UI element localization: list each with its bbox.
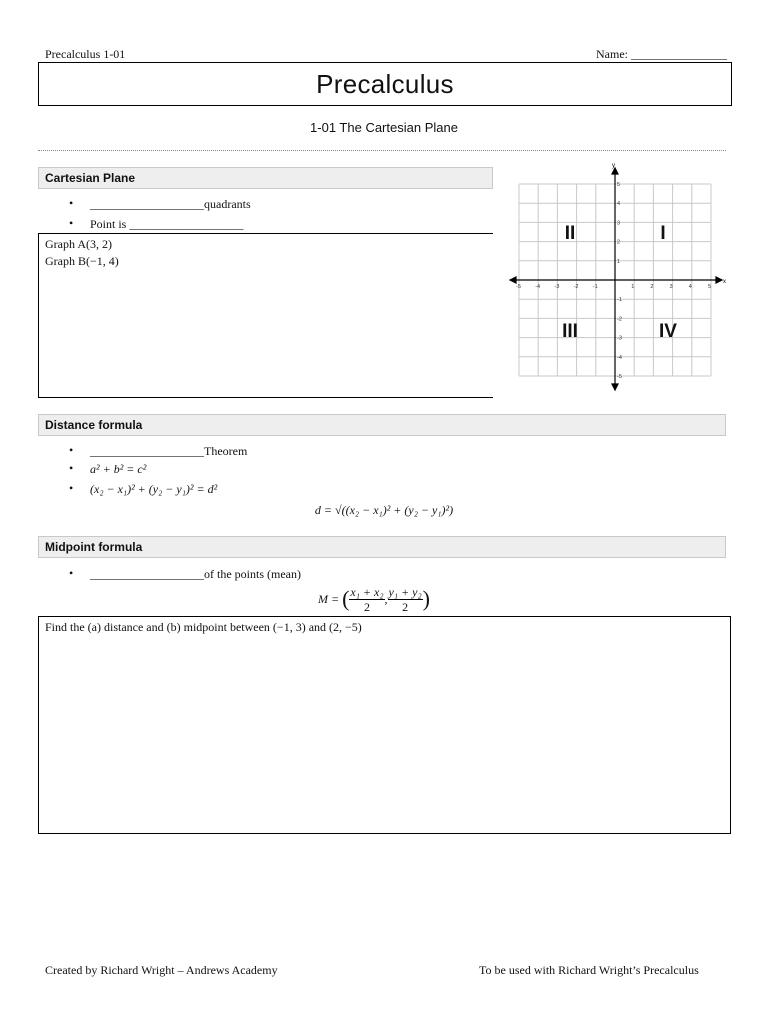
fraction-x-numerator: x₁ + x₂ (350, 584, 384, 599)
lesson-subtitle: 1-01 The Cartesian Plane (310, 120, 458, 135)
x-tick-label: 3 (669, 284, 673, 290)
quadrant-label-ii: II (564, 223, 576, 244)
y-tick-label: 4 (617, 201, 621, 208)
graph-answer-box (38, 233, 493, 398)
bullet-distance-squared (69, 481, 218, 497)
x-tick-label: 4 (688, 284, 692, 290)
bullet-icon: • (69, 481, 74, 495)
problem-answer-box (38, 616, 731, 834)
section-heading-cartesian: Cartesian Plane (38, 167, 493, 189)
fraction-y-numerator: y₁ + y₂ (388, 584, 422, 599)
distance-formula: d = √((x₂ − x₁)² + (y₂ − y₁)²) (314, 503, 454, 517)
dotted-divider (38, 150, 726, 151)
graph-point-a: Graph A(3, 2) (45, 237, 112, 251)
midpoint-lhs: M = (318, 591, 340, 606)
bullet-text: a² + b² = c² (90, 462, 147, 476)
course-header: Precalculus 1-01 (45, 47, 126, 61)
bullet-text: ___________________quadrants (90, 197, 251, 211)
cartesian-grid-graphic (505, 160, 725, 395)
x-tick-label: 2 (650, 284, 654, 290)
y-tick-label: -5 (617, 374, 622, 380)
y-tick-label: 3 (617, 220, 621, 227)
x-tick-label: 5 (708, 284, 712, 290)
bullet-icon: • (69, 461, 74, 475)
bullet-icon: • (69, 443, 74, 457)
fraction-y (388, 585, 423, 614)
fraction-y-denominator: 2 (402, 599, 409, 614)
fraction-x-denominator: 2 (363, 599, 370, 614)
x-tick-label: 1 (631, 284, 635, 290)
bullet-pythagorean (69, 461, 147, 477)
y-tick-label: -2 (617, 316, 622, 323)
x-tick-label: -4 (535, 284, 541, 290)
bullet-text: Point is ___________________ (90, 217, 244, 231)
bullet-average (69, 566, 301, 582)
x-tick-label: -1 (592, 284, 598, 290)
footer-usage-note: To be used with Richard Wright’s Precalculus (479, 963, 699, 977)
x-tick-label: -5 (516, 284, 521, 290)
quadrant-label-iii: III (562, 321, 578, 342)
quadrant-label-i: I (660, 223, 666, 244)
open-paren-icon: ( (342, 586, 350, 611)
bullet-text: ___________________Theorem (90, 444, 248, 458)
problem-prompt: Find the (a) distance and (b) midpoint between (−1, 3) and (2, −5) (45, 620, 362, 634)
y-tick-label: -3 (617, 335, 622, 342)
bullet-point (69, 216, 244, 232)
bullet-icon: • (69, 566, 74, 580)
x-tick-label: -3 (554, 284, 560, 290)
y-tick-label: 1 (617, 258, 621, 265)
section-heading-distance: Distance formula (38, 414, 726, 436)
y-axis-label: y (612, 163, 615, 169)
fraction-x (349, 585, 384, 614)
y-tick-label: 2 (617, 239, 621, 246)
bullet-text: (x₂ − x₁)² + (y₂ − y₁)² = d² (90, 482, 218, 496)
bullet-text: ___________________of the points (mean) (90, 567, 301, 581)
graph-point-b: Graph B(−1, 4) (45, 254, 119, 268)
comma-separator: , (384, 591, 388, 606)
y-tick-label: -4 (617, 354, 622, 361)
name-field-label: Name: ________________ (596, 47, 727, 61)
bullet-icon: • (69, 216, 74, 230)
midpoint-formula (318, 583, 430, 615)
x-axis-right-arrow-icon (716, 277, 722, 283)
close-paren-icon: ) (422, 586, 430, 611)
y-tick-label: 5 (617, 182, 621, 188)
section-heading-midpoint: Midpoint formula (38, 536, 726, 558)
x-axis-left-arrow-icon (510, 277, 516, 283)
x-tick-label: -2 (573, 284, 579, 290)
y-tick-label: -1 (617, 297, 622, 304)
footer-credit: Created by Richard Wright – Andrews Academy (45, 963, 278, 977)
page-title: Precalculus (316, 68, 454, 99)
quadrant-label-iv: IV (659, 321, 677, 342)
bullet-quadrants (69, 196, 251, 212)
bullet-icon: • (69, 196, 74, 210)
y-axis-down-arrow-icon (612, 384, 618, 390)
bullet-theorem (69, 443, 248, 459)
x-axis-label: x (723, 279, 726, 285)
title-box (38, 62, 732, 106)
